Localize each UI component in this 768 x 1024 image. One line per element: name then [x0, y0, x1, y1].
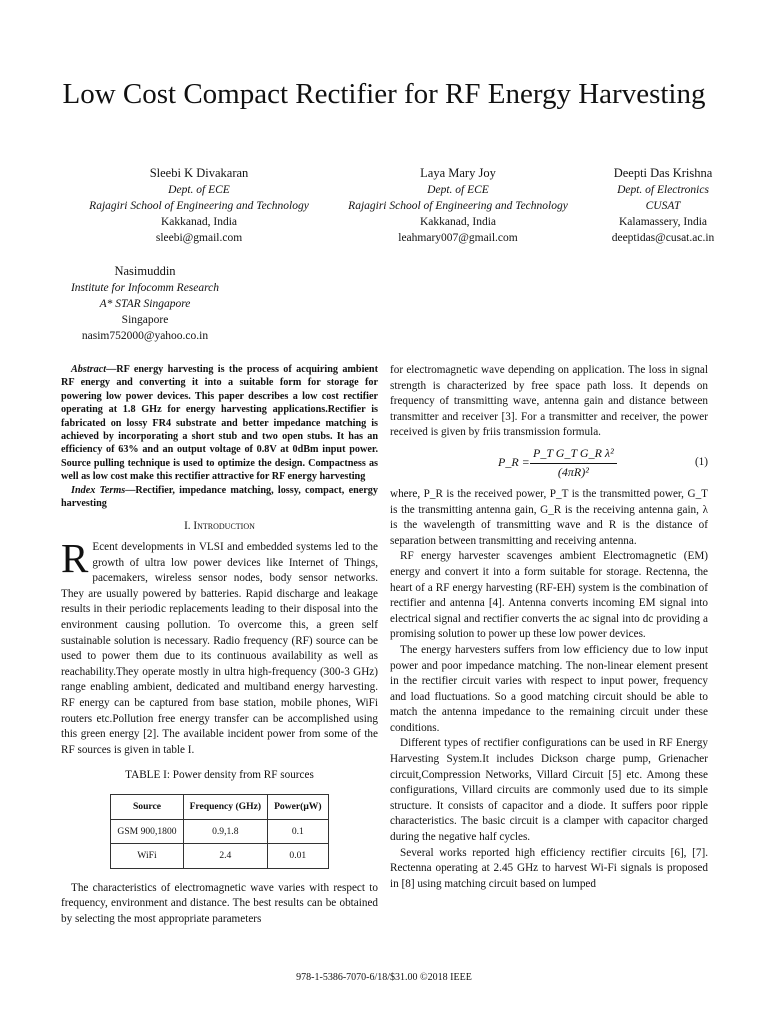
author-org: CUSAT — [645, 200, 681, 212]
author-name: Nasimuddin — [114, 264, 176, 278]
power-density-table — [110, 794, 328, 869]
intro-paragraph — [61, 535, 378, 758]
body-paragraph: Different types of rectifier configurations can be used in RF Energy Harvesting System.It includes Dickson charge pump, Grienacher circuit,Compression Networks, Villard Circuit [5] etc. Among these configurations, Villard circuits are commonly used due to its simple structure. It consists of capacitor and a diode. It suffers poor ripple characteristics. The basic circuit is a clamper with capacitor charged during the negative half cycles. — [390, 737, 708, 844]
body-paragraph: Several works reported high efficiency rectifier circuits [6], [7]. Rectenna operating at 2.45 GHz to harvest Wi-Fi signals is proposed in [8] using matching circuit based on lumped — [390, 846, 708, 890]
author-email: nasim752000@yahoo.co.in — [81, 330, 209, 342]
copyright-footer: 978-1-5386-7070-6/18/$31.00 ©2018 IEEE — [296, 972, 472, 983]
body-paragraph: The characteristics of electromagnetic wave varies with respect to frequency, environment and distance. The best results can be obtained by selecting the most appropriate parameters — [61, 881, 378, 925]
equation-lhs: P_R = — [498, 454, 530, 469]
section-heading — [61, 519, 378, 535]
author-dept: Dept. of Electronics — [617, 184, 709, 196]
author-email: sleebi@gmail.com — [155, 232, 243, 244]
author-city: Singapore — [121, 314, 169, 326]
table-row — [111, 844, 328, 869]
table-cell: 0.1 — [268, 819, 329, 844]
author-block-1 — [68, 165, 330, 246]
table-row — [111, 819, 328, 844]
table-header: Source — [111, 794, 183, 819]
intro-paragraph-text: Ecent developments in VLSI and embedded systems led to the growth of ultra low power devices like Internet of Things, pacemakers, wireless sensor nodes, body sensor networks. They are usually powered by batteries. Rapid discharge and leakage results in their periodic replacements leading to their disposal into the environment causing pollution. To overcome this, a green self sustainable solution is necessary. Radio frequency (RF) source can be used to power them due to its continuous availability as well as reachability.They operate mostly in ultra high-frequency (300-3 GHz) range enabling ambient, dedicated and multiband energy harvesting. RF energy can be captured from base station, mobile phones, WiFi routers etc.Pollution free energy transfer can be accomplished using this green energy [2]. The available incident power from some of the RF sources is given in table I. — [61, 541, 378, 756]
author-org: Rajagiri School of Engineering and Technology — [89, 200, 309, 212]
equation-numerator: P_T G_T G_R λ² — [530, 446, 617, 464]
index-terms-label: Index Terms — [71, 484, 126, 496]
table-cell: WiFi — [111, 844, 183, 869]
index-terms — [61, 484, 378, 511]
table-header-row — [111, 794, 328, 819]
left-column — [61, 363, 378, 928]
dropcap: R — [61, 535, 89, 582]
body-paragraph: RF energy harvester scavenges ambient Electromagnetic (EM) energy and convert it into a form suitable for storage. Rectenna, the heart of a RF energy harvesting (RF-EH) system is the combination of rectifier and antenna [4]. Antenna converts incoming EM signal into electrical signal and rectifier converts the ac signal into dc providing a promising solution to power up these low power devices. — [390, 550, 708, 641]
author-dept: Dept. of ECE — [427, 184, 489, 196]
author-city: Kalamassery, India — [618, 216, 708, 228]
equation-fraction — [530, 446, 617, 480]
body-paragraph: for electromagnetic wave depending on application. The loss in signal strength is characterized by free space path loss. It depends on frequency of transmitting wave, antenna gain and distance between transmitter and receiver [3]. For a transmitter and receiver, the power received is given by friis transmission formula. — [390, 364, 708, 439]
author-org: Rajagiri School of Engineering and Technology — [348, 200, 568, 212]
author-dept: Dept. of ECE — [168, 184, 230, 196]
author-name: Laya Mary Joy — [420, 166, 496, 180]
author-dept: Institute for Infocomm Research — [70, 282, 220, 294]
friis-equation — [390, 445, 708, 485]
author-name: Sleebi K Divakaran — [149, 166, 249, 180]
author-email: deeptidas@cusat.ac.in — [611, 232, 715, 244]
author-email: leahmary007@gmail.com — [398, 232, 518, 244]
author-block-4 — [55, 263, 235, 344]
author-city: Kakkanad, India — [161, 216, 237, 228]
section-number: I. — [184, 520, 191, 533]
table-header: Frequency (GHz) — [183, 794, 268, 819]
abstract — [61, 363, 378, 484]
table-caption: TABLE I: Power density from RF sources — [125, 769, 314, 782]
table-cell: GSM 900,1800 — [111, 819, 183, 844]
section-title: Introduction — [193, 520, 255, 533]
table-cell: 2.4 — [183, 844, 268, 869]
abstract-label: Abstract — [71, 364, 107, 375]
table-cell: 0.01 — [268, 844, 329, 869]
body-paragraph: The energy harvesters suffers from low efficiency due to low input power and poor impedance matching. The non-linear element present in the rectifier circuit varies with respect to input power, frequency and load fluctuations. So a good matching circuit should be able to match the antenna impedance to the remaining circuit under these conditions. — [390, 643, 708, 734]
author-block-2 — [328, 165, 588, 246]
table-header: Power(μW) — [268, 794, 329, 819]
author-city: Kakkanad, India — [420, 216, 496, 228]
author-block-3 — [588, 165, 738, 246]
right-column — [390, 363, 708, 892]
body-paragraph: where, P_R is the received power, P_T is the transmitted power, G_T is the transmitting antenna gain, G_R is the receiving antenna gain, λ is the wavelength of transmitting wave and R is the distance of separation between transmitting and receiving antenna. — [390, 487, 708, 547]
equation-number: (1) — [694, 455, 708, 468]
index-terms-text: —Rectifier, impedance matching, lossy, compact, energy harvesting — [61, 484, 378, 510]
table-cell: 0.9,1.8 — [183, 819, 268, 844]
equation-denominator: (4πR)² — [557, 464, 589, 479]
abstract-text: —RF energy harvesting is the process of acquiring ambient RF energy and converting it into a suitable form for storage for powering low power devices. This paper describes a low cost rectifier operating at 1.8 GHz for energy harvesting applications.Rectifier is fabricated on lossy FR4 substrate and better impedance matching is achieved by incorporating a short stub and two open stubs. It has an efficiency of 63% and an output voltage of 0.8V at 0dBm input power. Source pulling technique is used to optimize the design. Compactness as well as low cost make this rectifier attractive for RF energy harvesting — [61, 364, 378, 483]
paper-title: Low Cost Compact Rectifier for RF Energy Harvesting — [62, 78, 706, 110]
author-name: Deepti Das Krishna — [613, 166, 713, 180]
author-org: A* STAR Singapore — [99, 298, 191, 310]
